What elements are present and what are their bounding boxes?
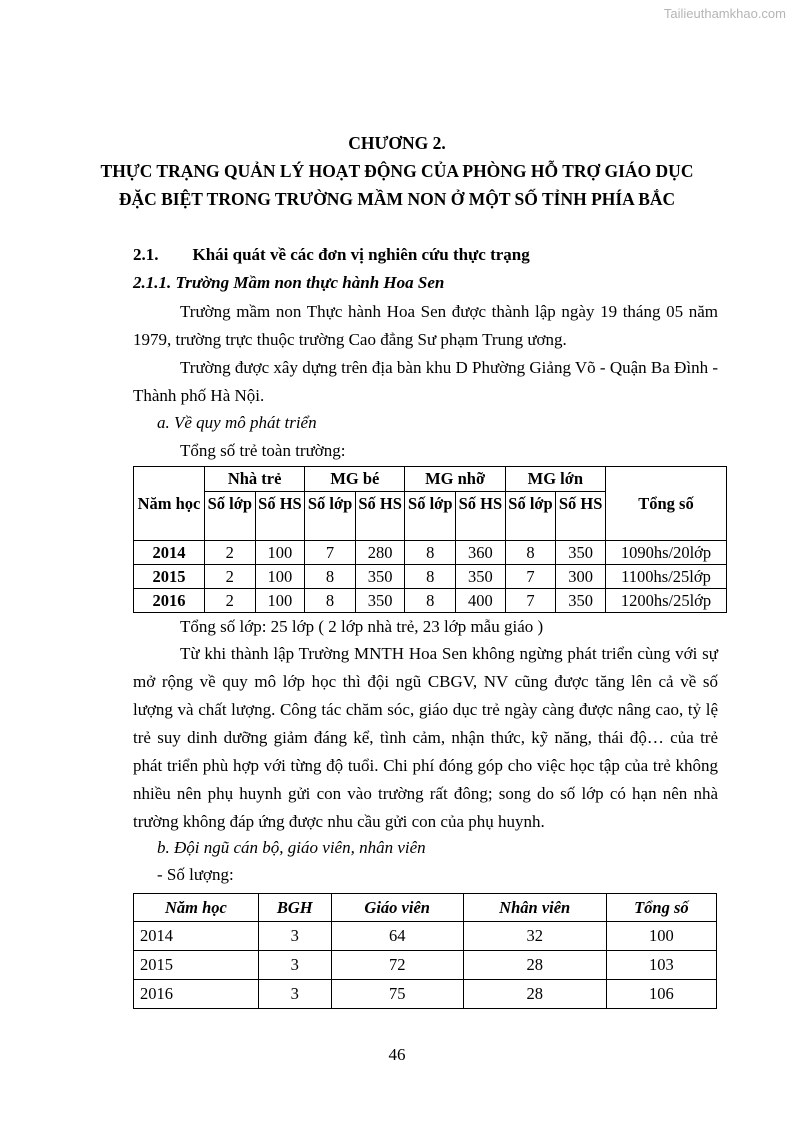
table-cell: 75 <box>331 980 463 1009</box>
header-cell: BGH <box>258 894 331 922</box>
table-cell: 7 <box>505 589 556 613</box>
table-cell: 2 <box>205 541 256 565</box>
subsection-heading: 2.1.1. Trường Mầm non thực hành Hoa Sen <box>133 273 445 292</box>
header-cell: Nhân viên <box>463 894 606 922</box>
table-row <box>134 541 727 565</box>
sub-header: Số lớp <box>305 492 356 516</box>
watermark: Tailieuthamkhao.com <box>663 6 786 21</box>
table-cell: 32 <box>463 922 606 951</box>
table-cell: 100 <box>255 541 305 565</box>
table-cell: 350 <box>355 589 405 613</box>
sub-header: Số HS <box>556 492 606 516</box>
table-cell: 72 <box>331 951 463 980</box>
table-cell: 100 <box>255 589 305 613</box>
year-cell: 2015 <box>134 565 205 589</box>
year-cell: 2016 <box>134 589 205 613</box>
header-year: Năm học <box>134 467 205 541</box>
table-cell: 8 <box>305 589 356 613</box>
chapter-title-line1: THỰC TRẠNG QUẢN LÝ HOẠT ĐỘNG CỦA PHÒNG HỖ TRỢ GIÁO DỤC <box>100 161 694 181</box>
year-cell: 2014 <box>134 541 205 565</box>
section-title: Khái quát về các đơn vị nghiên cứu thực trạng <box>192 245 530 264</box>
table-row <box>134 980 717 1009</box>
table-cell: 2014 <box>134 922 259 951</box>
table-cell: 1090hs/20lớp <box>606 541 727 565</box>
list-item-b: b. Đội ngũ cán bộ, giáo viên, nhân viên <box>157 838 426 857</box>
staff-table <box>133 893 717 1009</box>
table-cell: 280 <box>355 541 405 565</box>
table-cell: 3 <box>258 980 331 1009</box>
section-number: 2.1. <box>133 245 159 264</box>
table-caption: Tổng số trẻ toàn trường: <box>180 441 346 460</box>
page-number: 46 <box>388 1045 406 1064</box>
table-cell: 2 <box>205 589 256 613</box>
table-cell: 7 <box>305 541 356 565</box>
table-cell: 2015 <box>134 951 259 980</box>
table-cell: 8 <box>305 565 356 589</box>
header-cell: Năm học <box>134 894 259 922</box>
table-cell: 2016 <box>134 980 259 1009</box>
table-cell: 100 <box>606 922 716 951</box>
header-group: MG lớn <box>505 467 605 492</box>
table-cell: 300 <box>556 565 606 589</box>
table-cell: 8 <box>405 565 456 589</box>
dash-item: - Số lượng: <box>157 865 234 884</box>
sub-header: Số lớp <box>205 492 256 516</box>
table-cell: 8 <box>505 541 556 565</box>
chapter-title-line2: ĐẶC BIỆT TRONG TRƯỜNG MẦM NON Ở MỘT SỐ TỈNH PHÍA BẮC <box>118 189 676 209</box>
table-cell: 350 <box>456 565 506 589</box>
table-cell: 3 <box>258 922 331 951</box>
section-heading <box>133 245 530 265</box>
sub-header: Số HS <box>456 492 506 516</box>
paragraph: Trường mầm non Thực hành Hoa Sen được thành lập ngày 19 tháng 05 năm 1979, trường trực thuộc trường Cao đẳng Sư phạm Trung ương. <box>133 302 718 349</box>
table-note: Tổng số lớp: 25 lớp ( 2 lớp nhà trẻ, 23 lớp mẫu giáo ) <box>180 617 544 636</box>
table-cell: 360 <box>456 541 506 565</box>
paragraph: Từ khi thành lập Trường MNTH Hoa Sen không ngừng phát triển cùng với sự mở rộng về quy mô lớp học thì đội ngũ CBGV, NV cũng được tăng lên cả về số lượng và chất lượng. Công tác chăm sóc, giáo dục trẻ ngày càng được nâng cao, tỷ lệ trẻ suy dinh dưỡng giảm đáng kể, tình cảm, nhận thức, kỹ năng, thái độ… của trẻ phát triển phù hợp với từng độ tuổi. Chi phí đóng góp cho việc học tập của trẻ không nhiều nên phụ huynh gửi con vào trường rất đông; song do số lớp có hạn nên nhà trường không đáp ứng được nhu cầu gửi con của phụ huynh. <box>133 644 718 831</box>
table-cell: 64 <box>331 922 463 951</box>
table-row <box>134 951 717 980</box>
table-cell: 7 <box>505 565 556 589</box>
table-cell: 1100hs/25lớp <box>606 565 727 589</box>
table-cell: 28 <box>463 980 606 1009</box>
chapter-label: CHƯƠNG 2. <box>348 133 446 153</box>
list-item-a: a. Về quy mô phát triển <box>157 413 317 432</box>
header-group: MG nhỡ <box>405 467 505 492</box>
table-row <box>134 922 717 951</box>
header-cell: Giáo viên <box>331 894 463 922</box>
table-cell: 28 <box>463 951 606 980</box>
header-group: MG bé <box>305 467 405 492</box>
table-row <box>134 589 727 613</box>
sub-header: Số HS <box>255 492 305 516</box>
table-cell: 3 <box>258 951 331 980</box>
table-cell: 1200hs/25lớp <box>606 589 727 613</box>
header-total: Tổng số <box>606 467 727 541</box>
sub-header: Số lớp <box>505 492 556 516</box>
table-cell: 2 <box>205 565 256 589</box>
table-cell: 103 <box>606 951 716 980</box>
table-cell: 106 <box>606 980 716 1009</box>
table-cell: 350 <box>556 541 606 565</box>
sub-header: Số lớp <box>405 492 456 516</box>
table-cell: 100 <box>255 565 305 589</box>
sub-header: Số HS <box>355 492 405 516</box>
table-cell: 8 <box>405 589 456 613</box>
table-cell: 350 <box>556 589 606 613</box>
student-table <box>133 466 727 613</box>
header-group: Nhà trẻ <box>205 467 305 492</box>
table-cell: 350 <box>355 565 405 589</box>
paragraph: Trường được xây dựng trên địa bàn khu D Phường Giảng Võ - Quận Ba Đình - Thành phố Hà Nội. <box>133 358 718 405</box>
table-cell: 400 <box>456 589 506 613</box>
table-cell: 8 <box>405 541 456 565</box>
header-cell: Tổng số <box>606 894 716 922</box>
table-row <box>134 565 727 589</box>
